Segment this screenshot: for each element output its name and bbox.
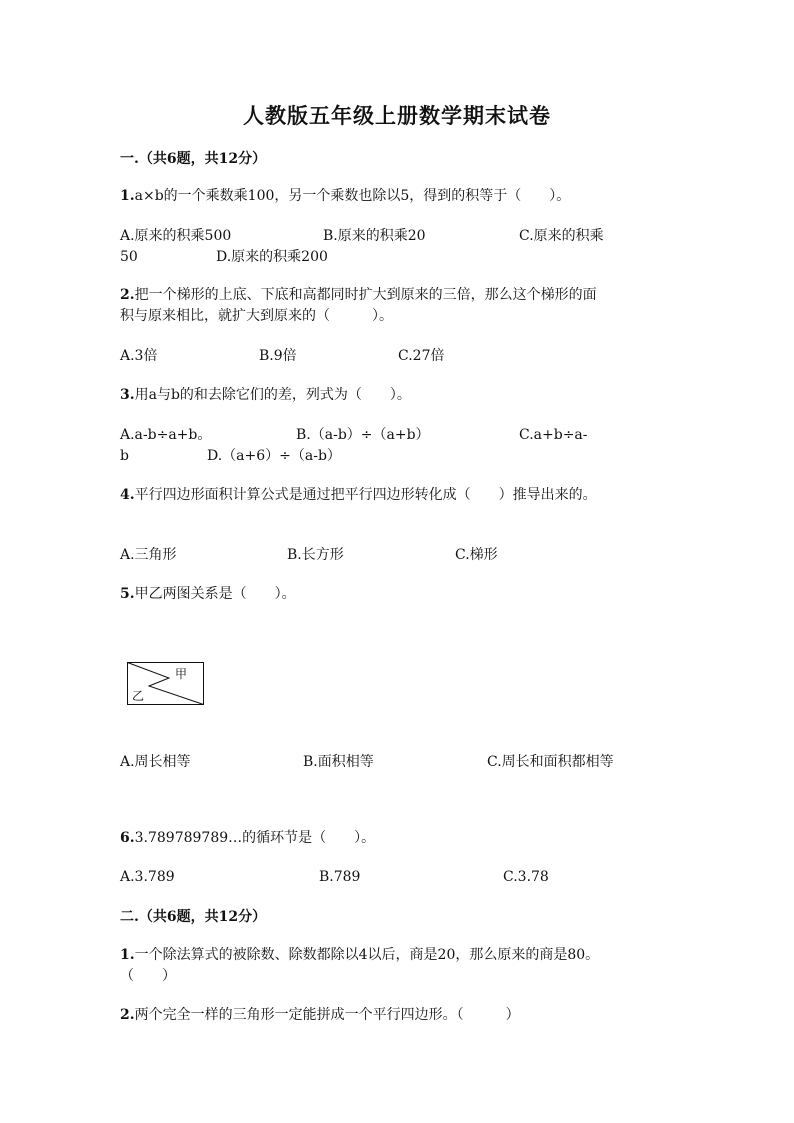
figure-rectangle-jia-yi xyxy=(125,660,207,712)
option-5c: C.周长和面积都相等 xyxy=(487,754,614,770)
question-text: 平行四边形面积计算公式是通过把平行四边形转化成（ ）推导出来的。 xyxy=(134,487,597,503)
option-3c-continued: b xyxy=(120,448,129,464)
option-1b: B.原来的积乘20 xyxy=(323,228,426,244)
option-3a: A.a-b÷a+b。 xyxy=(120,427,212,443)
option-1d: D.原来的积乘200 xyxy=(216,249,328,265)
judgment-1 xyxy=(120,945,599,966)
question-number: 5. xyxy=(120,586,135,602)
question-number: 1. xyxy=(120,947,135,963)
question-3 xyxy=(120,385,411,406)
question-1 xyxy=(120,186,570,207)
question-4 xyxy=(120,485,597,506)
option-3c: C.a+b÷a- xyxy=(519,427,588,443)
question-number: 1. xyxy=(120,188,135,204)
judgment-1-answer-blank: （ ） xyxy=(120,968,176,984)
question-text-line1: 把一个梯形的上底、下底和高都同时扩大到原来的三倍，那么这个梯形的面 xyxy=(134,287,597,303)
question-text-line1: 一个除法算式的被除数、除数都除以4以后，商是20，那么原来的商是80。 xyxy=(134,947,600,963)
option-4c: C.梯形 xyxy=(455,547,498,563)
question-text: 两个完全一样的三角形一定能拼成一个平行四边形。（ ） xyxy=(134,1007,520,1023)
question-number: 6. xyxy=(120,830,135,846)
question-text: 甲乙两图关系是（ ）。 xyxy=(134,586,296,602)
question-5 xyxy=(120,584,296,605)
question-number: 4. xyxy=(120,487,135,503)
option-2b: B.9倍 xyxy=(259,348,297,364)
section-heading-1: 一.（共6题，共12分） xyxy=(120,151,267,167)
option-5a: A.周长相等 xyxy=(120,754,191,770)
option-1c: C.原来的积乘 xyxy=(519,228,604,244)
question-6 xyxy=(120,828,375,849)
page-title: 人教版五年级上册数学期末试卷 xyxy=(243,103,551,128)
option-2c: C.27倍 xyxy=(398,348,445,364)
figure-label-jia: 甲 xyxy=(175,667,188,681)
option-1c-continued: 50 xyxy=(120,249,138,265)
question-2 xyxy=(120,285,597,306)
option-3b: B.（a-b）÷（a+b） xyxy=(296,427,430,443)
question-number: 2. xyxy=(120,1007,135,1023)
question-text: a×b的一个乘数乘100，另一个乘数也除以5，得到的积等于（ ）。 xyxy=(134,188,571,204)
question-text: 3.789789789…的循环节是（ ）。 xyxy=(134,830,376,846)
option-6a: A.3.789 xyxy=(120,869,175,885)
option-6b: B.789 xyxy=(319,869,361,885)
question-number: 2. xyxy=(120,287,135,303)
question-text: 用a与b的和去除它们的差，列式为（ ）。 xyxy=(134,387,411,403)
option-2a: A.3倍 xyxy=(120,348,158,364)
option-5b: B.面积相等 xyxy=(303,754,374,770)
question-number: 3. xyxy=(120,387,135,403)
option-4b: B.长方形 xyxy=(287,547,344,563)
option-4a: A.三角形 xyxy=(120,547,177,563)
section-heading-2: 二.（共6题，共12分） xyxy=(120,909,267,925)
question-2-line2: 积与原来相比，就扩大到原来的（ ）。 xyxy=(120,308,393,324)
figure-label-yi: 乙 xyxy=(132,689,145,703)
option-1a: A.原来的积乘500 xyxy=(120,228,232,244)
option-3d: D.（a+6）÷（a-b） xyxy=(207,448,341,464)
judgment-2 xyxy=(120,1005,520,1026)
option-6c: C.3.78 xyxy=(503,869,549,885)
